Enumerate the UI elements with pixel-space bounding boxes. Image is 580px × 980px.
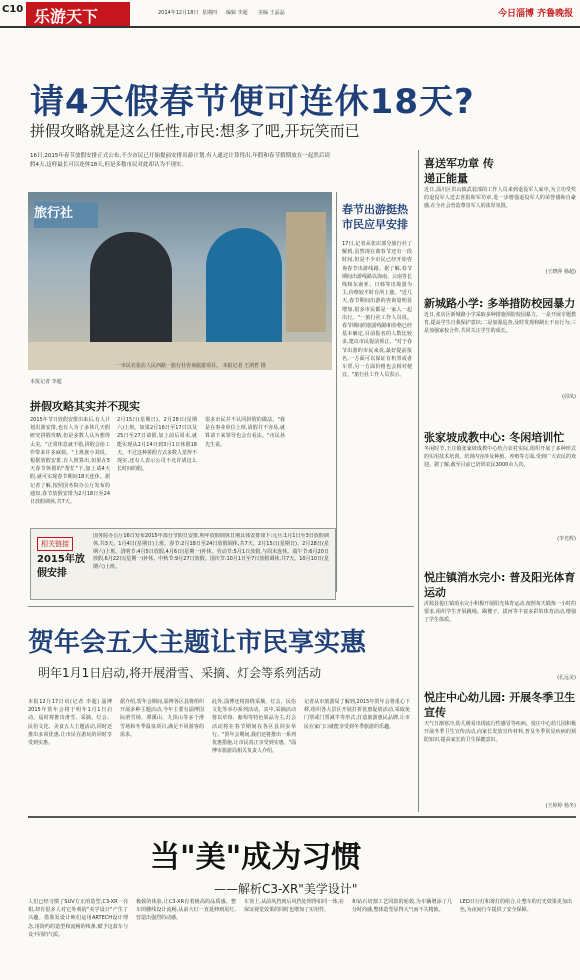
brief-body: 沂源县悦庄镇消水完小积极开展阳光体育运动,按照每天锻炼一小时的要求,组织学生开展跳绳、踢毽子、拔河等丰富多彩的体育活动,增强了学生体质。 [424, 601, 576, 624]
right-column [424, 156, 576, 812]
lead-subhead: 拼假攻略就是这么任性,市民:想多了吧,开玩笑而已 [30, 122, 360, 140]
brief-heading: 悦庄中心幼儿园: 开展冬季卫生宣传 [424, 691, 576, 719]
brief-heading: 悦庄镇消水完小: 普及阳光体育运动 [424, 571, 576, 599]
header-date: 2014年12月18日 [158, 10, 199, 16]
brief-heading: 喜送军功章 传递正能量 [424, 157, 494, 185]
bottom-subhead: ——解析C3-XR"美学设计" [214, 882, 358, 896]
side-story-heading: 春节出游挺热 市民应早安排 [342, 203, 408, 231]
feature-col2: 据介绍,贺年会期间,淄博各区县将组织开展多种主题活动,今年主要有淄博国际滑雪场、潭溪山、九顶山等多个滑雪场和冬季温泉项目,满足不同游客的需求。 [120, 699, 204, 738]
side-story-rule [336, 192, 337, 592]
brief-heading: 新城路小学: 多举措防校园暴力 [424, 297, 576, 310]
right-brief-5 [424, 690, 576, 812]
feature-col4: 记者从市旅游局了解到,2015年贺年会将重心下移,组织各大景区开展打折优惠促销活动,采取免门票或门票减半等形式,打造旅游惠民品牌,让市民在家门口就能享受到冬季旅游的乐趣。 [304, 699, 410, 730]
bottom-rule [28, 816, 576, 818]
notice-title: 2015年放假安排 [37, 554, 85, 579]
brief-byline: (孔远美) [557, 675, 576, 681]
section-badge [26, 2, 130, 26]
section-heading: 拼假攻略其实并不现实 [30, 400, 140, 413]
bottom-col4: 和钻石切割工艺同款的轮毂,为车辆增添了几分时尚感,整体造型显得大气而不失精致。 [352, 899, 452, 914]
notice-text: 国务院办公厅16日发布2015年部分节假日安排,明年放假调休日期具体安排如下:元旦:1月1日至3日放假调休,共3天。1月4日(星期日)上班。春节:2月18日至24日放假调休,共7天。2月15日(星期日)、2月28日(星期六)上班。清明节:4月5日放假,4月6日(星期一)补休。劳动节:5月1日放假,与周末连休。端午节:6月20日放假,6月22日(星期一)补休。中秋节:9月27日放假。国庆节:10月1日至7日放假调休,共7天。10月10日(星期六)上班。 [93, 533, 329, 571]
feature-col1: 本报12月17日讯(记者 李超) 淄博2015年贺年会将于明年1月1日启动。届时将推出滑雪、采摘、灯会、民俗文化、美食五大主题活动,同时还推出多项优惠,让市民在游玩的同时享受到实惠。 [28, 699, 112, 747]
feature-rule [28, 606, 414, 607]
feature-col3: 此外,淄博还将围绕采摘、灯会、民俗文化等举办系列活动。其中,采摘活动将以草莓、葡萄等特色果品为主,灯会活动将在春节期间在各区县同步举行。"贺年会期间,我们还将推出一系列优惠措施,让市民真正享受到实惠。"淄博市旅游局相关负责人介绍。 [212, 699, 296, 755]
lead-intro: 16日,2015年春节放假安排正式公布,不少市民已开始提前安排出游计划,有人通过计算得出,年假和春节假期放在一起然后请假4天,这样最长可以连休18天,但是多数市民对此却认为不现实。 [30, 153, 330, 168]
side-story-body: 17日,记者从张店部分旅行社了解到,虽然现在离春节还有一段时间,但是不少市民已经开始咨询春节出游线路。据了解,春节期间出游线路以海南、云南等长线和东南亚、日韩等出境游为主,价格较平时有所上涨。"近几天,春节期间出游的咨询量明显增加,很多市民都是一家人一起出行。"一旅行社工作人员说。春节期间的旅游线路和价格已经基本确定,目前报名的人数比较多,建议市民提前预订。"对于春节出游的市民来说,最好提前报名,一方面可以保证有机票或者车票,另一方面价格也会相对便宜。"旅行社工作人员表示。 [342, 241, 412, 379]
brochure-rack-image [286, 212, 326, 332]
lead-headline: 请4天假春节便可连休18天? [30, 82, 475, 122]
lead-body-col1: 2015年节日放假安排出来后,有人计划出游安排,也有人为了多休几天假研究拼假攻略,但是多数人认为想得太美。"正常休息就不错,拼假会给工作带来许多麻烦。"上班族小刘说。根据放假安排,有人推算出,如果在5天春节休假的"帮忙"下,加上请4天假,就可实现春节期间18天连休。据记者了解,按照国务院办公厅发布的通知,春节放假安排为2月18日至24日放假调休,共7天。 [30, 417, 110, 506]
bottom-col5: LED日行灯和雾灯的组合,让整车的灯光效果更加出色,为夜间行车提供了安全保障。 [460, 899, 572, 914]
right-brief-4 [424, 570, 576, 690]
right-brief-1 [424, 156, 576, 296]
lead-byline: 本报记者 李超 [30, 379, 62, 385]
brief-body: 天气日渐寒冷,幼儿极易出现流行性感冒等疾病。悦庄中心幼儿园积极开展冬季卫生宣传活动,向家长发放宣传材料,普及冬季常见疾病的预防知识,提高家长的卫生保健意识。 [424, 721, 576, 744]
page-code: C10 [2, 4, 24, 15]
brief-body: 冬闲时节,王庄镇张家坡成教中心结合农村实际,组织开展了多种形式的实用技术培训。培训内容涉及种植、养殖等方面,受到广大农民的欢迎。据了解,截至目前已培训农民3000余人次。 [424, 446, 576, 469]
notice-box [30, 528, 336, 600]
header-weekday: 星期四 [202, 10, 218, 16]
header-rule [0, 26, 580, 28]
notice-label: 相关链接 [37, 537, 73, 551]
brief-byline: (王晓萍 杨超) [545, 269, 576, 275]
feature-headline: 贺年会五大主题让市民享实惠 [28, 628, 367, 658]
brief-body: 近日,淄川区洪山镇武装部的工作人员来到退役军人家中,为立功受奖的退役军人送去喜报和军功章,进一步增强退役军人的荣誉感和自豪感,在全社会营造尊崇军人的浓厚氛围。 [424, 187, 576, 210]
brief-byline: (王婷婷 杨冬) [545, 803, 576, 809]
brief-body: 近日,张店区新城路小学采取多种措施预防校园暴力。一是开展专题教育,提高学生自我保护意识;二是加强巡查,及时发现和制止不良行为;三是加强家校合作,共同关注学生的成长。 [424, 312, 576, 335]
bottom-headline: 当"美"成为习惯 [150, 840, 362, 875]
brief-heading: 张家坡成教中心: 冬闲培训忙 [424, 431, 565, 444]
masthead: 今日淄博 齐鲁晚报 [498, 9, 574, 19]
photo-caption: 一市民在张店人民西路一旅行社咨询旅游项目。 本报记者 王鸿哲 摄 [116, 363, 266, 369]
right-brief-3 [424, 430, 576, 570]
header-editor: 编辑 李超 [226, 10, 248, 16]
feature-subhead: 明年1月1日启动,将开展滑雪、采摘、灯会等系列活动 [38, 666, 322, 680]
section-title: 乐游天下 [34, 7, 99, 26]
bottom-col2: 极致的体验,让C3-XR有着极高的品质感。整车的腰线设计流畅,从前大灯一直延伸到尾灯,营造出强烈的动感。 [136, 899, 236, 922]
brief-byline: (周凤) [562, 394, 576, 400]
right-brief-2 [424, 296, 576, 430]
header-designer: 美编 王晶晶 [258, 10, 285, 16]
right-column-rule [418, 150, 419, 812]
lead-body-col2: 2月15日(星期日)、2月28日(星期六)上班。如果2月16日至17日以及25日至27日请假,加上前后周末,就能实现从2月14日到3月1日休假18天。不过这种拼假方式多数人觉得不现实,还有人表示公司不允许请这么长时间的假。 [117, 417, 197, 473]
lead-photo [28, 192, 332, 370]
agency-sign-image: 旅行社 [34, 202, 98, 228]
brief-byline: (李光辉) [557, 536, 576, 542]
lead-body-col3: 很多市民并不认同拼假的做法。"我是在事业单位上班,请假并不容易,就算请下来领导也会有看法。"市民孙先生说。 [205, 417, 285, 448]
bottom-col1: 人们已经习惯了SUV方正的造型,C3-XR一亮相,却有很多人对它外观的"美学设计"产生了兴趣。借鉴发设计师们运用ARTECH设计理念,用简约的造型和流畅的线条,赋予这款车与众不同的气质。 [28, 899, 128, 938]
bottom-col3: 车顶上,从前风挡到后风挡处理得如同一体,在保证视觉效果的同时也增加了实用性。 [244, 899, 344, 914]
